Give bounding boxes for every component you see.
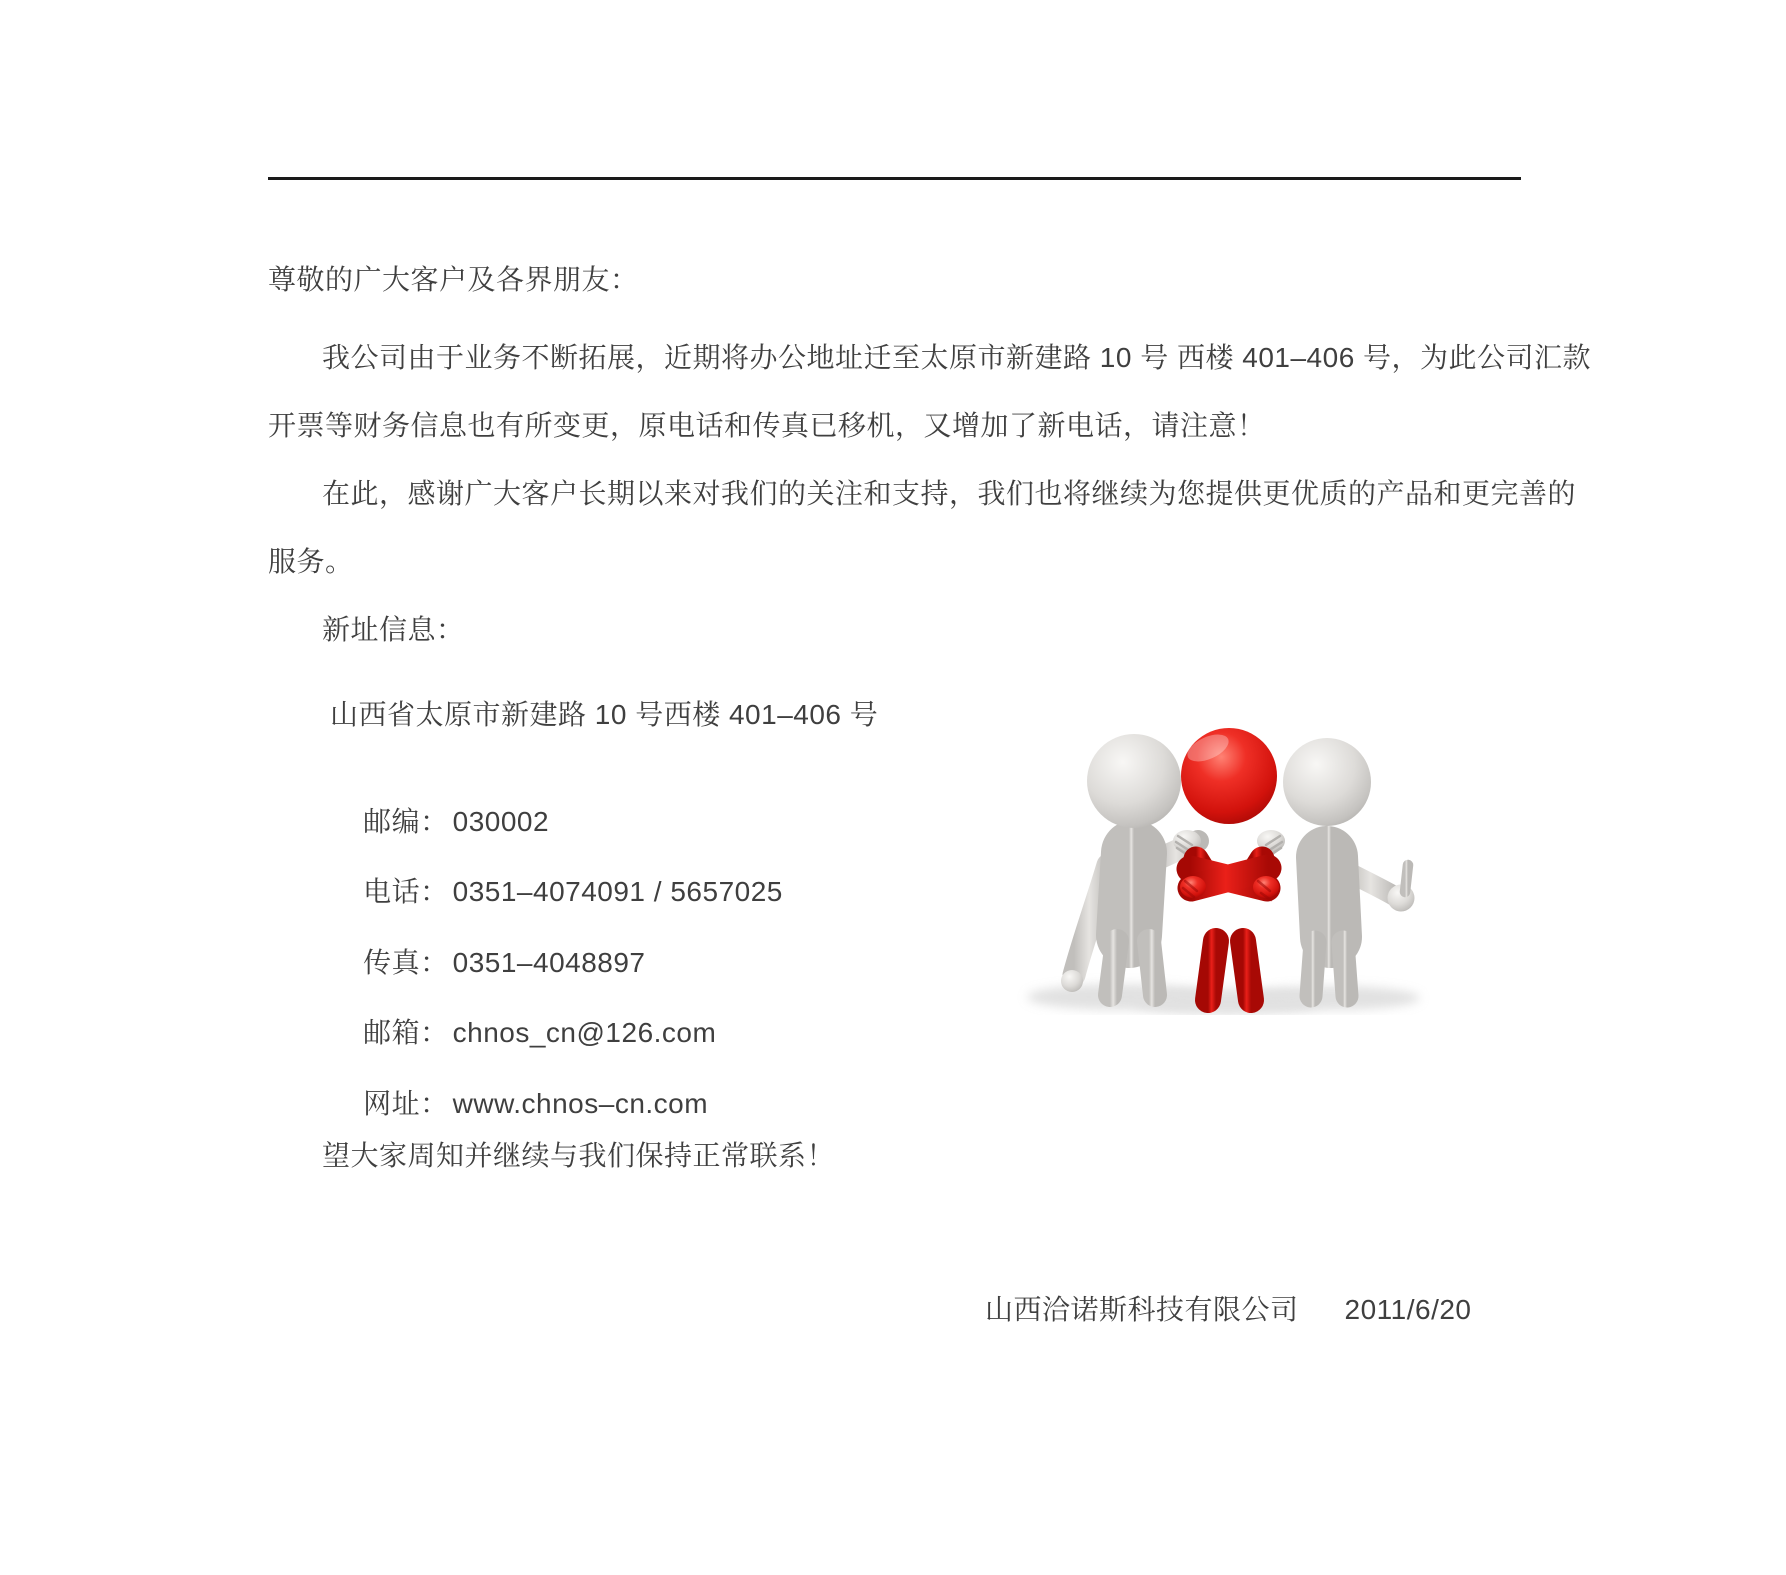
ground-shadow (1027, 984, 1420, 1015)
signature-line (985, 1292, 1472, 1328)
team-illustration-svg (1000, 645, 1430, 1015)
gray-figure-right (1283, 738, 1415, 996)
closing-line: 望大家周知并继续与我们保持正常联系！ (322, 1140, 836, 1171)
paragraph2-line2: 服务。 (268, 546, 354, 577)
address-line: 山西省太原市新建路 10 号西楼 401–406 号 (330, 699, 879, 730)
phone-value: 0351–4074091 / 5657025 (452, 876, 783, 907)
fax-value: 0351–4048897 (452, 947, 646, 978)
phone-label: 电话： (363, 876, 449, 907)
website-value: www.chnos–cn.com (452, 1088, 709, 1119)
header-rule (268, 177, 1521, 180)
new-address-heading: 新址信息： (322, 614, 465, 645)
signature-date: 2011/6/20 (1344, 1294, 1472, 1325)
website-label: 网址： (363, 1088, 449, 1119)
paragraph2-line1: 在此，感谢广大客户长期以来对我们的关注和支持，我们也将继续为您提供更优质的产品和更完善的 (322, 478, 1577, 509)
email-label: 邮箱： (363, 1017, 449, 1048)
team-illustration (1000, 645, 1430, 1015)
company-name: 山西洽诺斯科技有限公司 (985, 1294, 1299, 1325)
paragraph1-line1: 我公司由于业务不断拓展，近期将办公地址迁至太原市新建路 10 号 西楼 401–406 号，为此公司汇款 (322, 342, 1592, 373)
email-value: chnos_cn@126.com (452, 1017, 717, 1048)
postcode-value: 030002 (452, 806, 550, 837)
postcode-label: 邮编： (363, 806, 449, 837)
greeting-line: 尊敬的广大客户及各界朋友： (268, 264, 639, 295)
paragraph1-line2: 开票等财务信息也有所变更，原电话和传真已移机，又增加了新电话，请注意！ (268, 410, 1266, 441)
fax-label: 传真： (363, 947, 449, 978)
